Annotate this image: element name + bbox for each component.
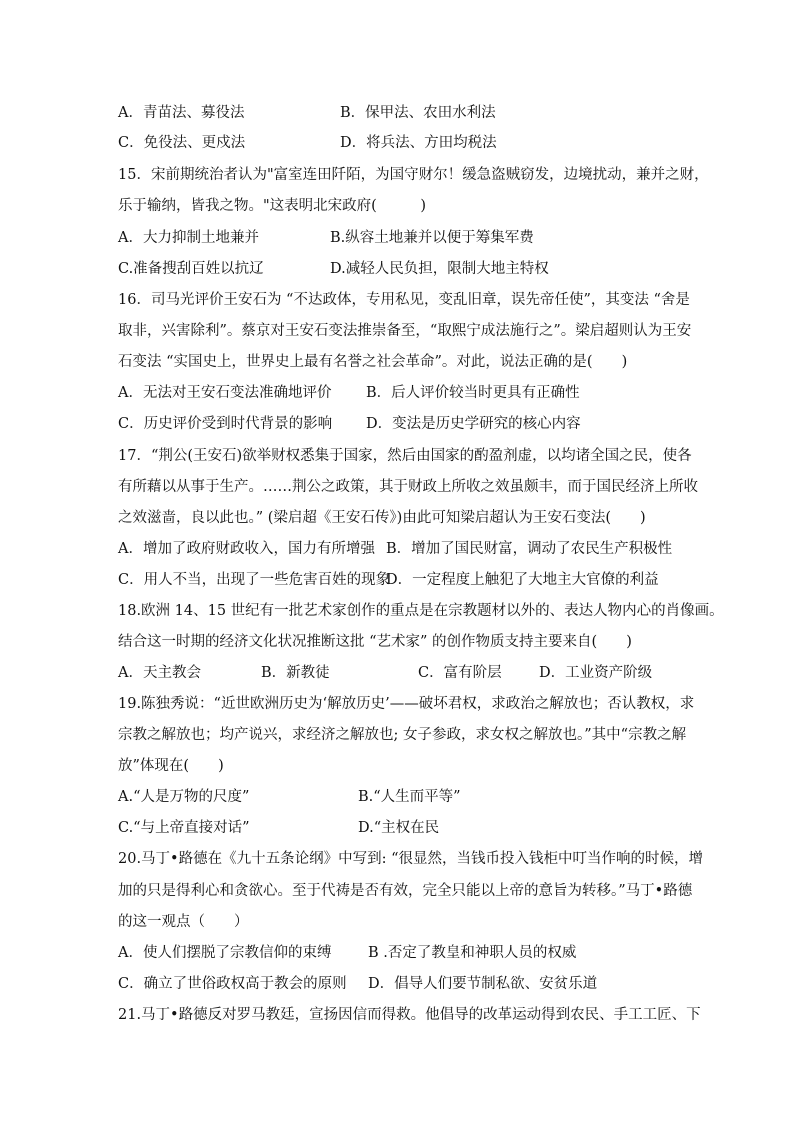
q14-option-a: A．青苗法、募役法 — [118, 105, 245, 121]
q15-options-row2 — [118, 259, 549, 279]
q16-stem-line2: 取非，兴害除利”。蔡京对王安石变法推崇备至，“取熙宁成法施行之”。梁启超则认为王安 — [118, 323, 692, 339]
q14-options-row2 — [118, 133, 497, 153]
q18-option-a: A．天主教会 — [118, 665, 201, 681]
q20-options-row2 — [118, 974, 598, 994]
q17-stem-line1: 17．“荆公(王安石)欲举财权悉集于国家，然后由国家的酌盈剂虚，以均诸全国之民，使各 — [118, 448, 692, 464]
q20-option-d: D．倡导人们要节制私欲、安贫乐道 — [368, 976, 598, 992]
q18-option-b: B．新教徒 — [261, 665, 330, 681]
q17-option-d: D．一定程度上触犯了大地主大官僚的利益 — [386, 572, 659, 588]
q19-option-d: D.“主权在民 — [358, 820, 440, 836]
q17-options-row2 — [118, 570, 659, 590]
q17-options-row1 — [118, 539, 673, 559]
q19-stem-line2: 宗教之解放也；均产说兴，求经济之解放也; 女子参政，求女权之解放也。”其中“宗教之解 — [118, 727, 687, 743]
q14-option-b: B．保甲法、农田水利法 — [340, 105, 496, 121]
q17-stem-line2: 有所藉以从事于生产。……荆公之政策，其于财政上所收之效虽颇丰，而于国民经济上所收 — [118, 479, 698, 495]
q18-option-c: C．富有阶层 — [418, 665, 502, 681]
q19-option-b: B.“人生而平等” — [358, 789, 461, 805]
q19-stem-line3: 放”体现在( ) — [118, 758, 224, 774]
q18-option-d: D．工业资产阶级 — [539, 665, 653, 681]
q19-option-a: A.“人是万物的尺度” — [118, 789, 250, 805]
q19-stem-line1: 19.陈独秀说：“近世欧洲历史为‘解放历史’——破坏君权，求政治之解放也；否认教权，求 — [118, 696, 695, 712]
q20-option-a: A．使人们摆脱了宗教信仰的束缚 — [118, 945, 332, 961]
q15-option-b: B.纵容土地兼并以便于筹集军费 — [330, 230, 534, 246]
q17-option-a: A．增加了政府财政收入，国力有所增强 — [118, 541, 375, 557]
q15-option-c: C.准备搜刮百姓以抗辽 — [118, 261, 264, 277]
q16-stem-line3: 石变法 “实国史上，世界史上最有名誉之社会革命”。对此，说法正确的是( ) — [118, 354, 628, 370]
q16-stem-line1: 16．司马光评价王安石为 “不达政体，专用私见，变乱旧章，误先帝任使”，其变法 “舍是 — [118, 292, 690, 308]
q19-options-row2 — [118, 818, 440, 838]
q16-option-a: A．无法对王安石变法准确地评价 — [118, 385, 332, 401]
q16-option-b: B．后人评价较当时更具有正确性 — [366, 385, 580, 401]
q19-options-row1 — [118, 787, 461, 807]
q20-stem-line2: 加的只是得利心和贪欲心。至于代祷是否有效，完全只能以上帝的意旨为转移。”马丁•路德 — [118, 883, 693, 899]
q14-option-d: D．将兵法、方田均税法 — [340, 135, 497, 151]
q20-stem-line1: 20.马丁•路德在《九十五条论纲》中写到: “很显然，当钱币投入钱柜中叮当作响的时候，增 — [118, 851, 704, 867]
q20-options-row1 — [118, 943, 577, 963]
q17-option-c: C．用人不当，出现了一些危害百姓的现象 — [118, 572, 391, 588]
q14-option-c: C．免役法、更戍法 — [118, 135, 246, 151]
q18-stem-line1: 18.欧洲 14、15 世纪有一批艺术家创作的重点是在宗教题材以外的、表达人物内心的肖像画。 — [118, 603, 724, 619]
q20-option-c: C．确立了世俗政权高于教会的原则 — [118, 976, 347, 992]
q15-stem-line2: 乐于输纳，皆我之物。"这表明北宋政府( ) — [118, 198, 426, 214]
q16-option-d: D．变法是历史学研究的核心内容 — [366, 416, 581, 432]
q15-options-row1 — [118, 228, 534, 248]
q17-option-b: B．增加了国民财富，调动了农民生产积极性 — [386, 541, 673, 557]
q19-option-c: C.“与上帝直接对话” — [118, 820, 250, 836]
q17-stem-line3: 之效滋啬，良以此也。” (梁启超《王安石传》)由此可知梁启超认为王安石变法( ) — [118, 510, 646, 526]
q21-stem-line1: 21.马丁•路德反对罗马教廷，宣扬因信而得救。他倡导的改革运动得到农民、手工工匠、下 — [118, 1007, 701, 1023]
q18-options-row — [118, 663, 653, 683]
q15-option-d: D.减轻人民负担，限制大地主特权 — [330, 261, 549, 277]
q15-option-a: A．大力抑制土地兼并 — [118, 230, 259, 246]
q18-stem-line2: 结合这一时期的经济文化状况推断这批 “艺术家” 的创作物质支持主要来自( ) — [118, 634, 632, 650]
q16-options-row2 — [118, 414, 581, 434]
q20-option-b: B .否定了教皇和神职人员的权威 — [368, 945, 577, 961]
q20-stem-line3: 的这一观点（ ） — [118, 914, 249, 930]
q16-options-row1 — [118, 383, 580, 403]
q14-options-row1 — [118, 103, 496, 123]
q15-stem-line1: 15．宋前期统治者认为"富室连田阡陌，为国守财尔！缓急盗贼窃发，边境扰动，兼并之财， — [118, 167, 709, 183]
q16-option-c: C．历史评价受到时代背景的影响 — [118, 416, 333, 432]
